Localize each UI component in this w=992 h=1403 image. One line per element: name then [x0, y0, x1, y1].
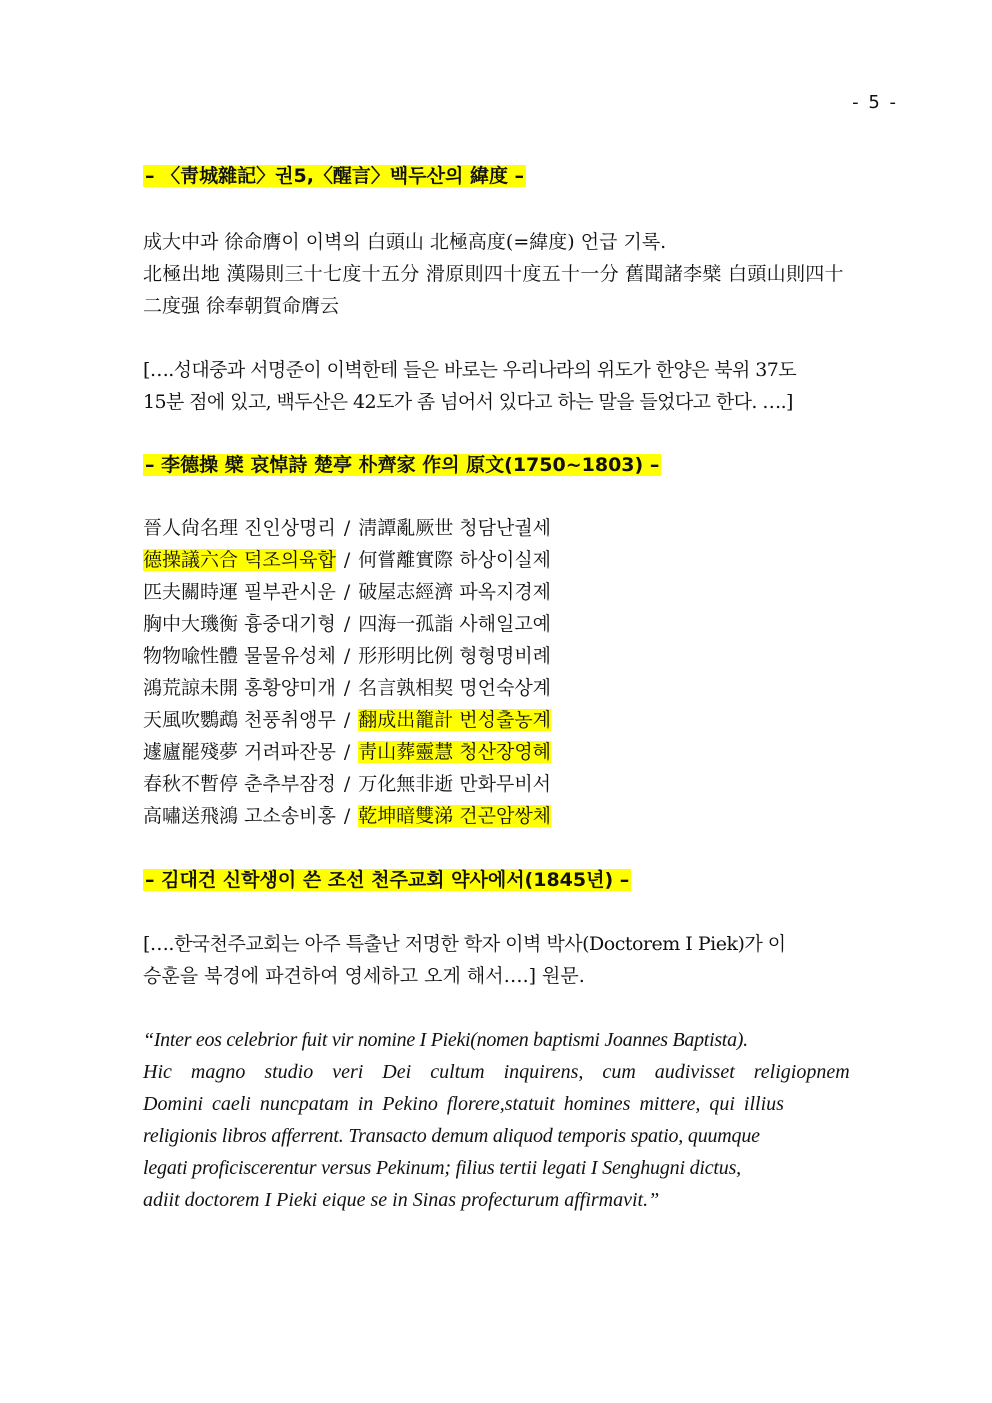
section3-translation	[143, 928, 899, 992]
poem-left: 物物喩性體 물물유성체	[143, 645, 336, 667]
poem-separator: /	[343, 677, 351, 699]
poem-separator: /	[343, 517, 351, 539]
source-line: 二度强 徐奉朝賀命膺云	[143, 295, 340, 317]
latin-line: Domini caeli nuncpatam in Pekino florere,statuit homines mittere, qui illius	[143, 1093, 784, 1115]
poem-right: 淸譚亂厥世 청담난궐세	[358, 517, 552, 539]
poem-right-highlighted: 靑山葬靈慧 청산장영혜	[358, 741, 552, 763]
poem-separator: /	[343, 613, 351, 635]
poem-line	[143, 545, 551, 575]
section2-heading-text: – 李德操 檗 哀悼詩 楚亭 朴齊家 作의 原文(1750~1803) –	[145, 454, 660, 476]
poem-left-highlighted: 德操議六合 덕조의육합	[143, 549, 336, 571]
poem-left: 晉人尙名理 진인상명리	[143, 517, 336, 539]
poem-line	[143, 737, 551, 767]
translation-line: 승훈을 북경에 파견하여 영세하고 오게 해서….] 원문.	[143, 965, 585, 987]
poem-right-highlighted: 乾坤暗雙涕 건곤암쌍체	[358, 805, 552, 827]
poem-line	[143, 769, 551, 799]
poem-separator: /	[343, 773, 351, 795]
latin-line: adiit doctorem I Pieki eique se in Sinas profecturum affirmavit.”	[143, 1189, 660, 1211]
page-number: - 5 -	[852, 92, 898, 113]
latin-line: legati proficiscerentur versus Pekinum; filius tertii legati I Senghugni dictus,	[143, 1157, 741, 1179]
section1-translation	[143, 354, 899, 418]
poem-separator: /	[343, 581, 351, 603]
poem-right: 万化無非逝 만화무비서	[358, 773, 552, 795]
poem-separator: /	[343, 645, 351, 667]
poem-separator: /	[343, 709, 351, 731]
poem-line	[143, 641, 551, 671]
poem-left: 鴻荒諒未開 홍황양미개	[143, 677, 336, 699]
section3-heading-text: – 김대건 신학생이 쓴 조선 천주교회 약사에서(1845년) –	[145, 869, 630, 891]
poem-line	[143, 609, 551, 639]
poem-right-highlighted: 翻成出籠計 번성출농계	[358, 709, 552, 731]
poem-separator: /	[343, 805, 351, 827]
poem-right: 四海一孤詣 사해일고예	[358, 613, 552, 635]
poem-left: 遽廬罷殘夢 거려파잔몽	[143, 741, 336, 763]
source-line: 成大中과 徐命膺이 이벽의 白頭山 北極高度(=緯度) 언급 기록.	[143, 231, 667, 253]
translation-line: [….한국천주교회는 아주 특출난 저명한 학자 이벽 박사(Doctorem I Piek)가 이	[143, 933, 786, 955]
source-line: 北極出地 漢陽則三十七度十五分 滑原則四十度五十一分 舊聞諸李檗 白頭山則四十	[143, 263, 844, 285]
section2-heading	[143, 452, 661, 478]
poem-right: 何嘗離實際 하상이실제	[358, 549, 552, 571]
section3-heading	[143, 867, 631, 893]
latin-line: Hic magno studio veri Dei cultum inquirens, cum audivisset religiopnem	[143, 1061, 850, 1083]
section1-heading-text: – 〈靑城雜記〉권5,〈醒言〉백두산의 緯度 –	[145, 165, 525, 187]
latin-line: “Inter eos celebrior fuit vir nomine I Pieki(nomen baptismi Joannes Baptista).	[143, 1029, 748, 1051]
poem-separator: /	[343, 549, 351, 571]
latin-line: religionis libros afferrent. Transacto demum aliquod temporis spatio, quumque	[143, 1125, 760, 1147]
poem-left: 高嘯送飛鴻 고소송비홍	[143, 805, 336, 827]
translation-line: 15분 점에 있고, 백두산은 42도가 좀 넘어서 있다고 하는 말을 들었다고 한다. ….]	[143, 391, 793, 413]
poem-left: 春秋不暫停 춘추부잠정	[143, 773, 336, 795]
poem-line	[143, 801, 551, 831]
poem-line	[143, 673, 551, 703]
poem-separator: /	[343, 741, 351, 763]
poem-right: 形形明比例 형형명비례	[358, 645, 552, 667]
poem-right: 破屋志經濟 파옥지경제	[358, 581, 552, 603]
poem-left: 天風吹鸚鵡 천풍취앵무	[143, 709, 336, 731]
section1-heading	[143, 163, 526, 189]
poem-right: 名言孰相契 명언숙상계	[358, 677, 552, 699]
poem-line	[143, 513, 551, 543]
poem-line	[143, 705, 551, 735]
section1-source-text	[143, 226, 899, 322]
poem-left: 匹夫關時運 필부관시운	[143, 581, 336, 603]
translation-line: [….성대중과 서명준이 이벽한테 들은 바로는 우리나라의 위도가 한양은 북위 37도	[143, 359, 796, 381]
poem-left: 胸中大璣衡 흉중대기형	[143, 613, 336, 635]
poem-line	[143, 577, 551, 607]
latin-original-text	[143, 1024, 899, 1216]
